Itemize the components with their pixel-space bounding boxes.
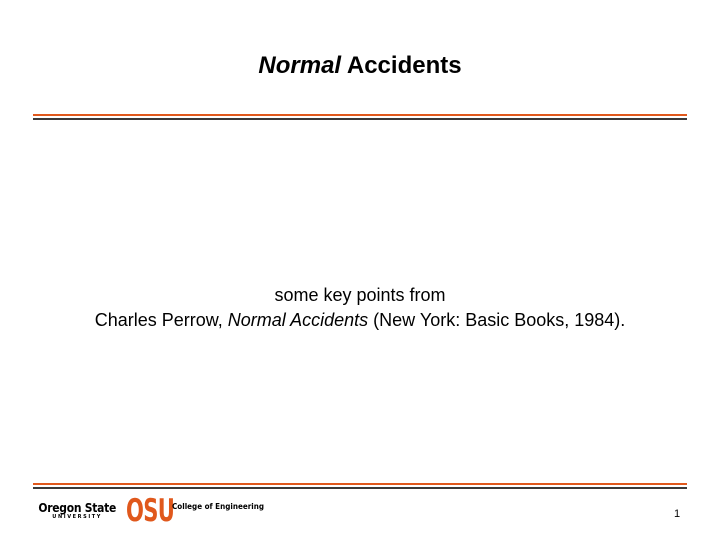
subtitle-line-1: some key points from [274, 285, 446, 305]
logo-osu: OSU [126, 493, 175, 529]
subtitle-line-2 [0, 308, 720, 333]
subtitle-book-title: Normal Accidents [227, 310, 369, 330]
bottom-divider [33, 483, 687, 489]
subtitle-author: Charles Perrow, [94, 310, 228, 330]
logo-wordmark [32, 501, 122, 521]
slide-title-italic: Normal [258, 52, 342, 79]
subtitle-publication: (New York: Basic Books, 1984). [368, 310, 626, 330]
bottom-divider-dark [33, 487, 687, 489]
logo-university: UNIVERSITY [52, 514, 103, 520]
top-divider [33, 114, 687, 120]
osu-college-logo [32, 493, 275, 529]
slide-title-rest: Accidents [341, 52, 462, 79]
logo-college-name: College of Engineering [172, 502, 265, 511]
logo-oregon-state: Oregon State [38, 500, 117, 515]
page-number: 1 [674, 508, 681, 520]
slide-subtitle [0, 283, 720, 333]
slide-title [0, 52, 720, 80]
top-divider-dark [33, 118, 687, 120]
